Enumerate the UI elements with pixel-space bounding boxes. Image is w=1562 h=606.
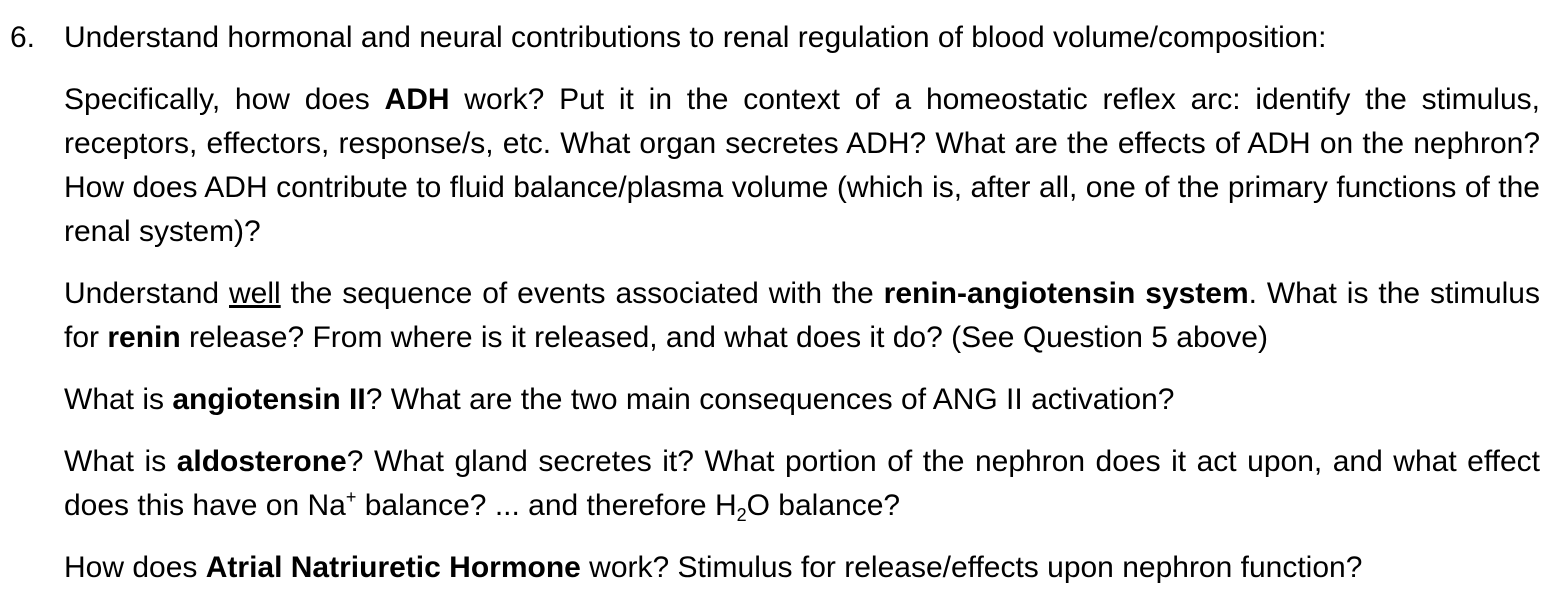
text: What is	[64, 383, 173, 416]
text: release? From where is it released, and what does it do? (See Question 5 above)	[180, 321, 1268, 354]
text: How does	[64, 551, 206, 584]
paragraph-adh	[64, 78, 1540, 254]
text: What is	[64, 445, 177, 478]
subscript-two: 2	[736, 505, 747, 525]
text: the sequence of events associated with the	[280, 277, 884, 310]
paragraph-angiotensin-ii	[64, 378, 1540, 422]
bold-term-angiotensin-ii: angiotensin II	[172, 383, 366, 416]
text: O balance?	[746, 489, 901, 522]
bold-term-adh: ADH	[384, 83, 450, 116]
superscript-plus: +	[345, 487, 357, 507]
underlined-word-well: well	[229, 277, 281, 310]
text: Specifically, how does	[64, 83, 385, 116]
text: work? Put it in the context of a homeostatic reflex arc: identify the stimulus, receptors, effectors, response/s, etc. What organ secretes ADH? What are the effects of ADH on the nephron? How does ADH contribute to fluid balance/plasma volume (which is, after all, one of the primary functions of the renal system)?	[64, 83, 1540, 248]
bold-term-renin: renin	[107, 321, 181, 354]
text: balance? ... and therefore H	[356, 489, 737, 522]
item-heading: Understand hormonal and neural contributions to renal regulation of blood volume/composition:	[64, 21, 1327, 54]
bold-term-aldosterone: aldosterone	[176, 445, 347, 478]
item-number: 6.	[10, 21, 36, 54]
paragraph-anh	[64, 546, 1540, 590]
paragraph-aldosterone	[64, 440, 1540, 528]
question-item-6	[10, 16, 1550, 590]
text: ? What gland secretes it? What portion of the nephron does it act upon, and what effect does this have on Na	[64, 445, 1540, 522]
paragraph-renin-angiotensin	[64, 272, 1540, 360]
text: Understand	[64, 277, 230, 310]
text: work? Stimulus for release/effects upon nephron function?	[580, 551, 1363, 584]
text: . What is the stimulus for	[64, 277, 1540, 354]
bold-term-atrial-natriuretic-hormone: Atrial Natriuretic Hormone	[205, 551, 581, 584]
bold-term-renin-angiotensin-system: renin-angiotensin system	[883, 277, 1249, 310]
text: ? What are the two main consequences of ANG II activation?	[365, 383, 1175, 416]
